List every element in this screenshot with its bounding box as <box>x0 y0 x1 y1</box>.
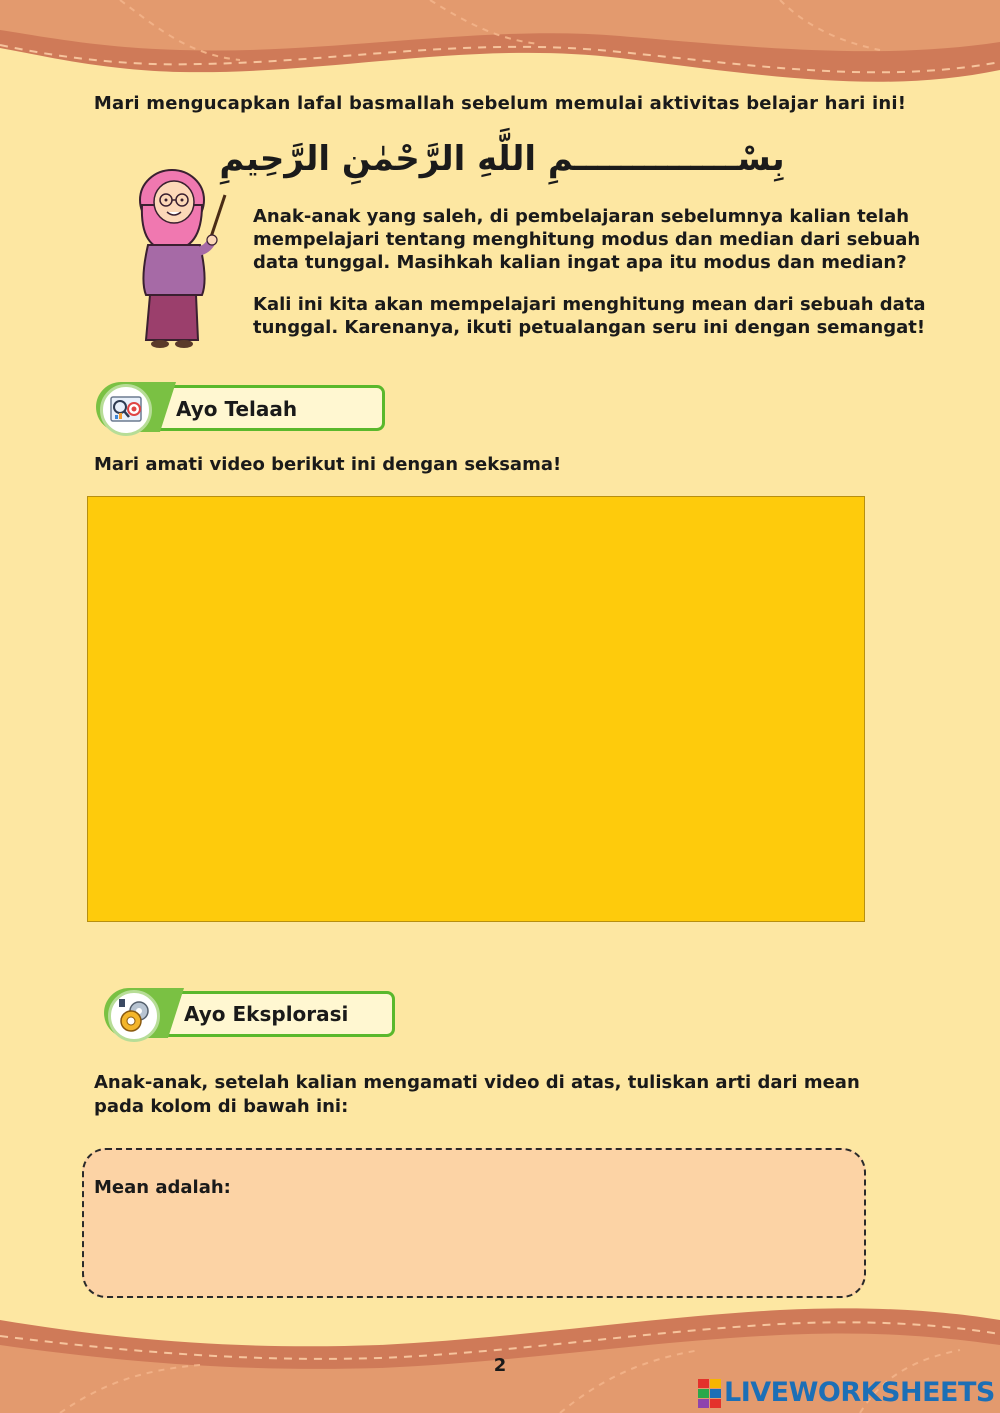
liveworksheets-logo-icon <box>698 1379 722 1409</box>
video-player[interactable] <box>87 496 865 922</box>
basmalah-calligraphy <box>219 124 785 192</box>
intro-paragraph-1: Anak-anak yang saleh, di pembelajaran sebelumnya kalian telah mempelajari tentang menghitung modus dan median dari sebuah data tunggal. Masihkah kalian ingat apa itu modus dan median? <box>253 206 921 273</box>
analysis-icon <box>100 384 152 436</box>
answer-label: Mean adalah: <box>94 1177 231 1198</box>
eksplorasi-instruction: Anak-anak, setelah kalian mengamati video di atas, tuliskan arti dari mean pada kolom di bawah ini: <box>94 1072 860 1117</box>
section-title-eksplorasi: Ayo Eksplorasi <box>184 1002 349 1026</box>
mean-answer-input[interactable] <box>94 1208 858 1292</box>
teacher-illustration <box>130 160 230 350</box>
basmalah-text: بِسْــــــــــــــمِ اللَّهِ الرَّحْمٰنِ الرَّحِيمِ <box>219 139 785 179</box>
basmalah-instruction: Mari mengucapkan lafal basmallah sebelum memulai aktivitas belajar hari ini! <box>93 93 907 114</box>
intro-paragraph-2: Kali ini kita akan mempelajari menghitung mean dari sebuah data tunggal. Karenanya, ikuti petualangan seru ini dengan semangat! <box>253 294 926 338</box>
liveworksheets-wordmark: LIVEWORKSHEETS <box>724 1377 995 1408</box>
explore-gears-icon <box>108 990 160 1042</box>
telaah-instruction: Mari amati video berikut ini dengan seksama! <box>94 454 562 475</box>
section-title-telaah: Ayo Telaah <box>176 397 298 421</box>
liveworksheets-logo <box>698 1377 998 1409</box>
page-number: 2 <box>493 1355 507 1376</box>
